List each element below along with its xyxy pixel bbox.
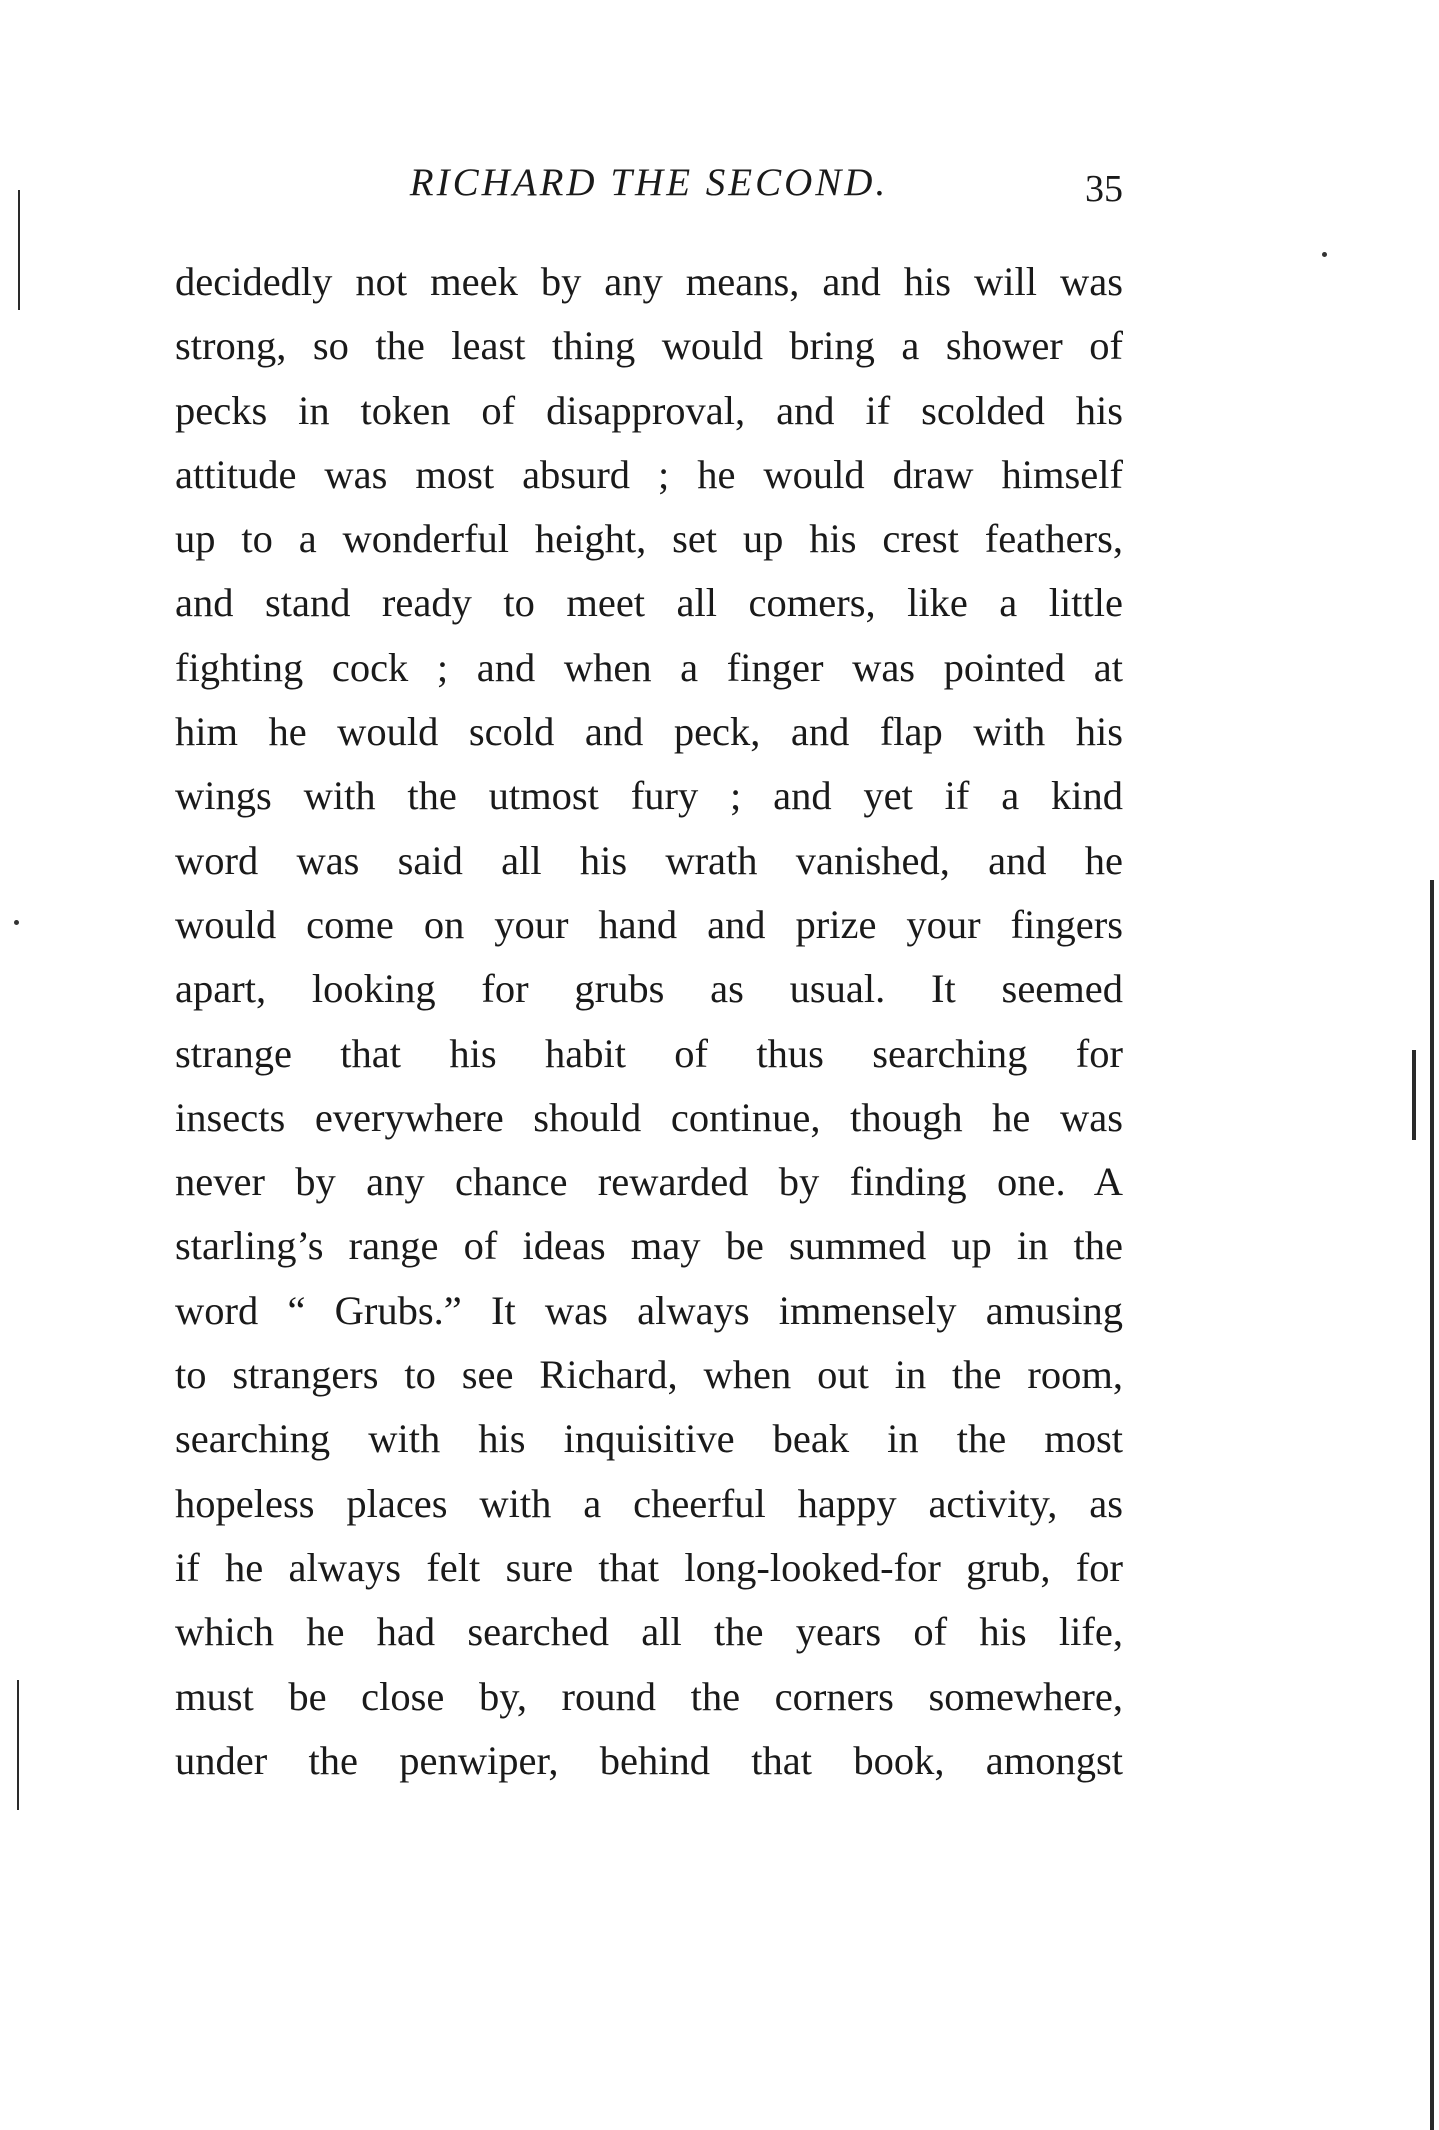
text-line: insects everywhere should continue, though he was (175, 1094, 1123, 1140)
page-header (175, 158, 1123, 218)
body-text (175, 250, 1123, 1793)
text-line: never by any chance rewarded by finding one. A (175, 1159, 1123, 1205)
text-line: up to a wonderful height, set up his crest feathers, (175, 516, 1123, 562)
text-line: and stand ready to meet all comers, like a little (175, 580, 1123, 626)
text-line: word “ Grubs.” It was always immensely amusing (175, 1287, 1123, 1333)
text-line: must be close by, round the corners somewhere, (175, 1673, 1123, 1719)
text-line: pecks in token of disapproval, and if scolded his (175, 387, 1123, 433)
text-line: starling’s range of ideas may be summed up in the (175, 1223, 1123, 1269)
text-line: searching with his inquisitive beak in the most (175, 1416, 1123, 1462)
text-line: hopeless places with a cheerful happy activity, as (175, 1480, 1123, 1526)
text-line: to strangers to see Richard, when out in the room, (175, 1352, 1123, 1398)
speck (14, 920, 19, 925)
speck (1322, 252, 1327, 257)
text-line: wings with the utmost fury ; and yet if a kind (175, 773, 1123, 819)
right-edge-mark (1412, 1050, 1416, 1140)
text-line: would come on your hand and prize your fingers (175, 901, 1123, 947)
text-line: decidedly not meek by any means, and his will was (175, 259, 1123, 304)
right-edge-mark (1430, 880, 1434, 2130)
text-line: attitude was most absurd ; he would draw himself (175, 451, 1123, 497)
text-line: which he had searched all the years of his life, (175, 1609, 1123, 1655)
text-line: word was said all his wrath vanished, and he (175, 837, 1123, 883)
left-edge-mark (17, 1680, 19, 1810)
text-line: fighting cock ; and when a finger was pointed at (175, 644, 1123, 690)
running-title: RICHARD THE SECOND. (409, 161, 889, 204)
text-line: him he would scold and peck, and flap with his (175, 709, 1123, 755)
text-line: strong, so the least thing would bring a shower of (175, 323, 1123, 369)
left-edge-mark (18, 190, 20, 310)
page-number: 35 (1085, 168, 1123, 210)
text-line: under the penwiper, behind that book, amongst (175, 1737, 1123, 1783)
text-line: strange that his habit of thus searching for (175, 1030, 1123, 1076)
text-line: if he always felt sure that long-looked-for grub, for (175, 1544, 1123, 1590)
text-line: apart, looking for grubs as usual. It seemed (175, 966, 1123, 1012)
